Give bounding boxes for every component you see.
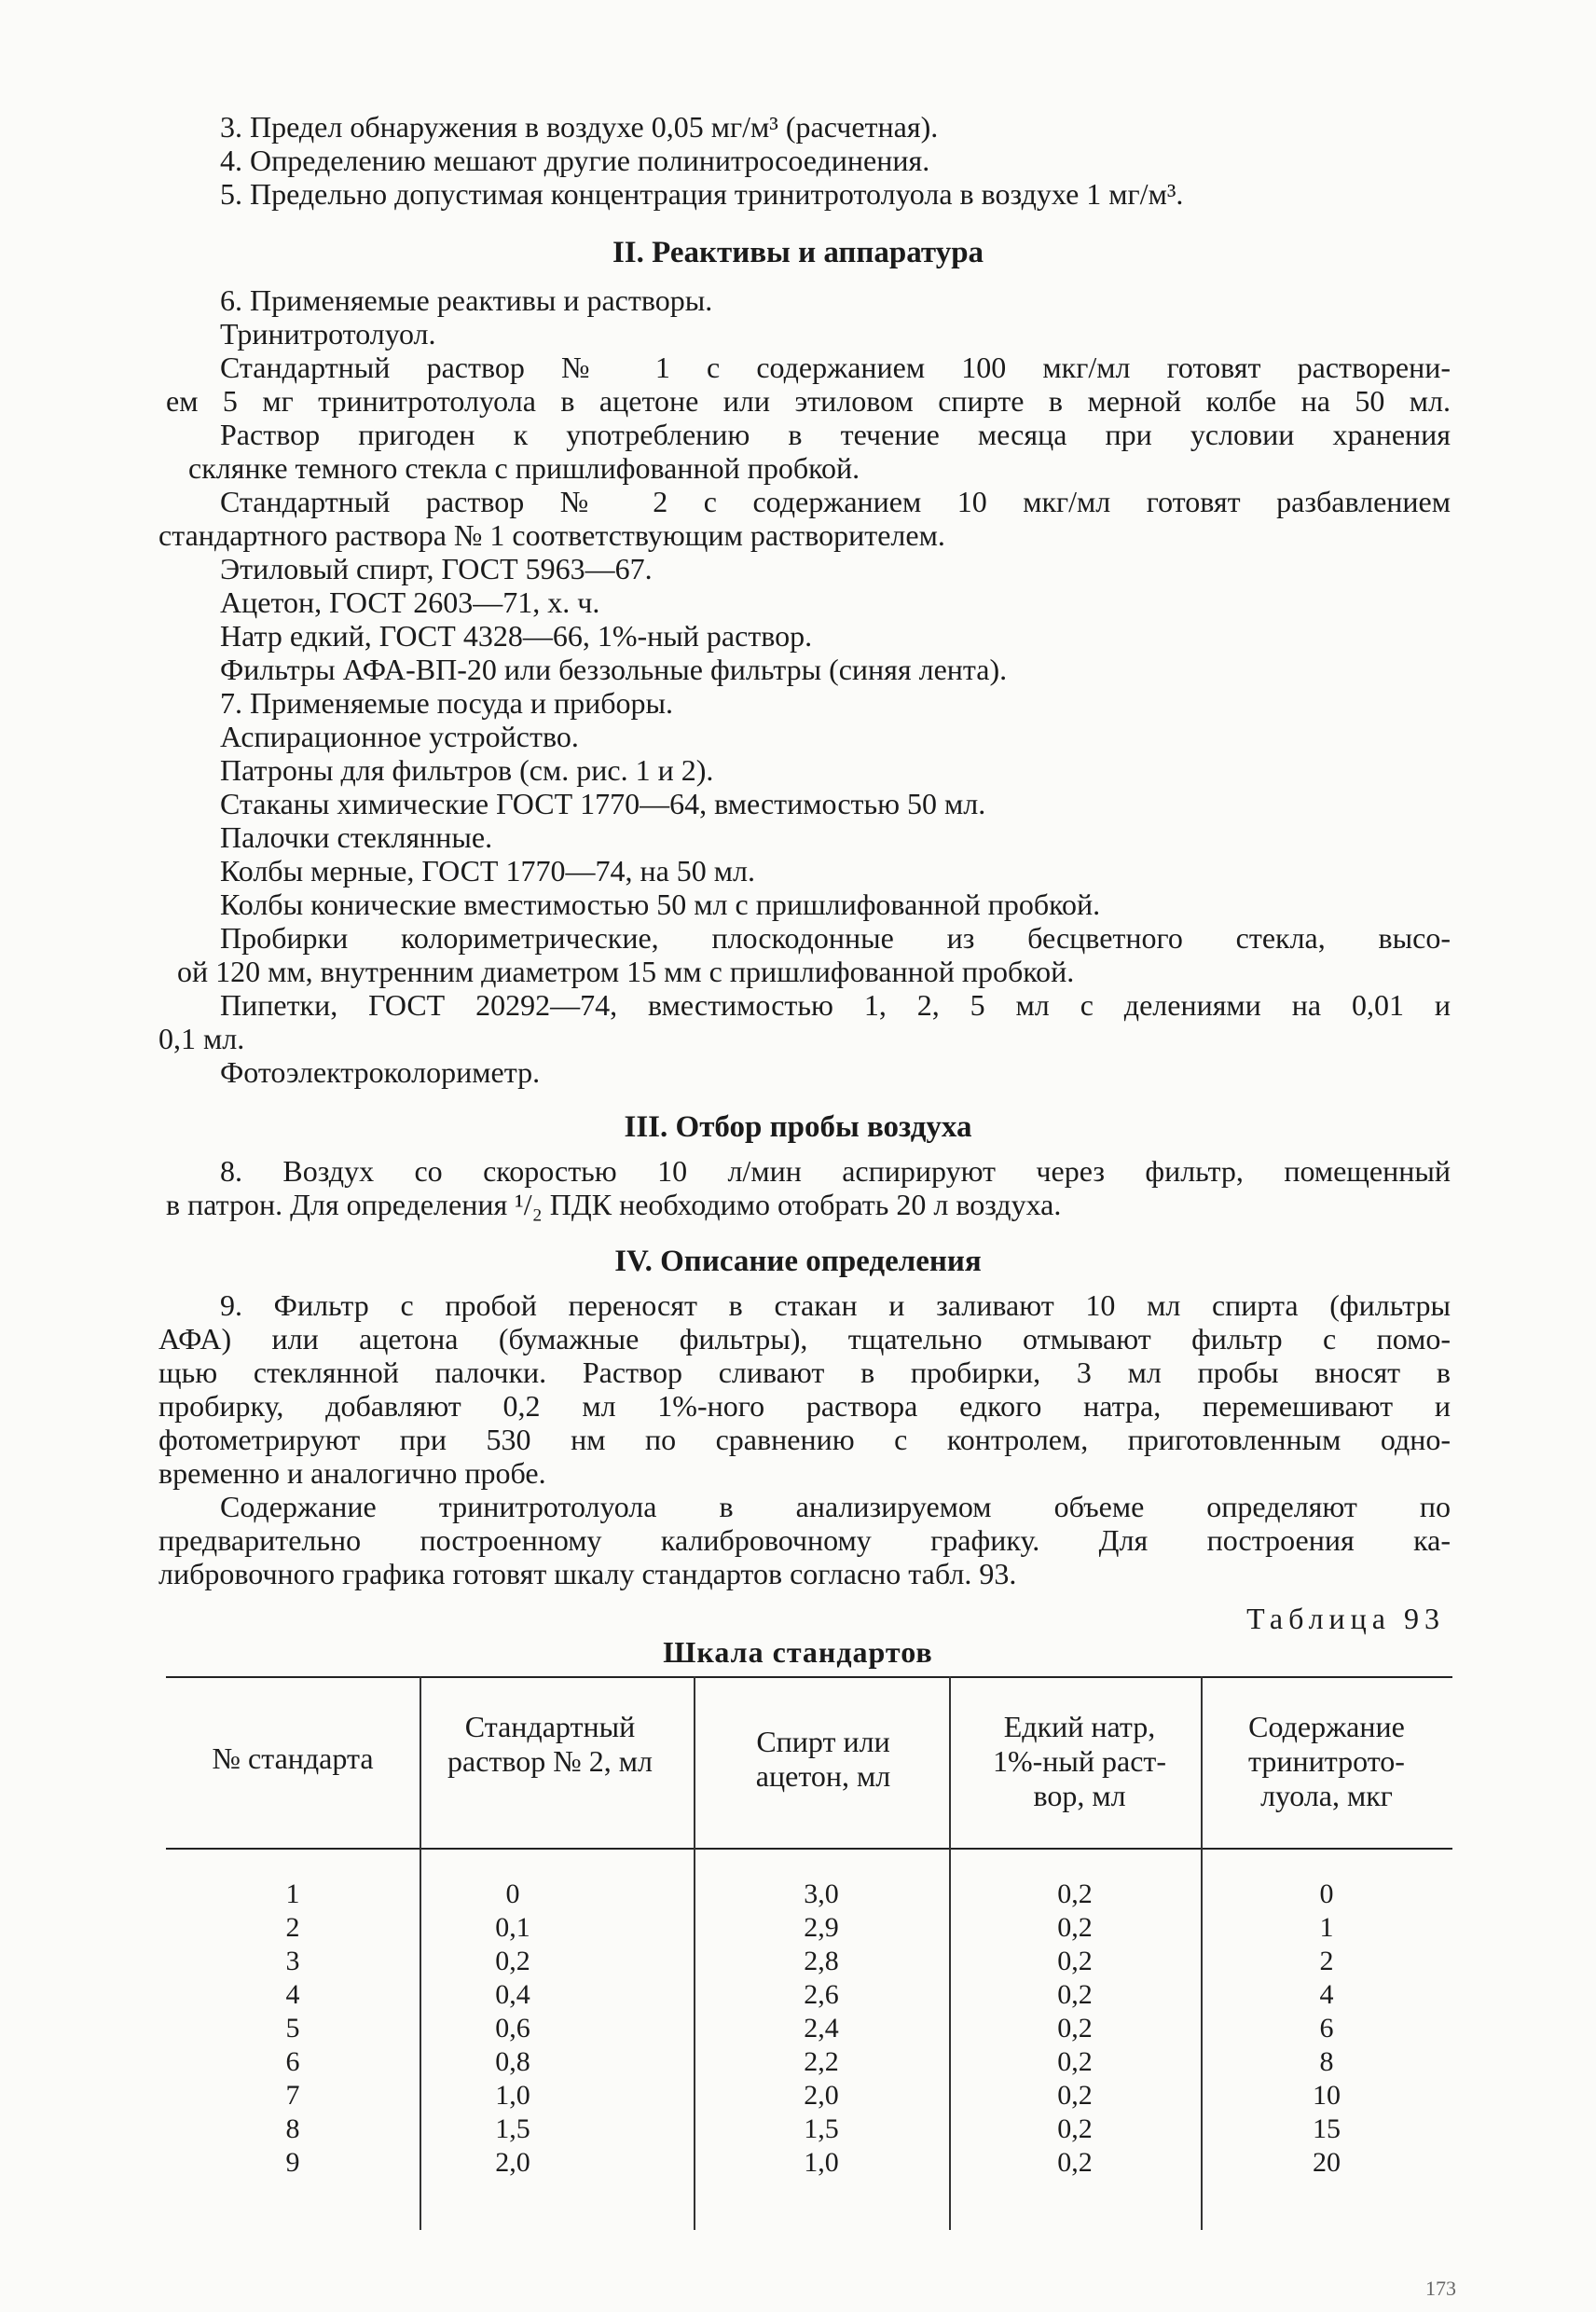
table-cell: 0,2 — [1057, 2080, 1093, 2111]
paragraph-line: 7. Применяемые посуда и приборы. — [220, 686, 674, 720]
paragraph-line: 9. Фильтр с пробой переносят в стакан и заливают 10 мл спирта (фильтры — [220, 1288, 1451, 1322]
table-cell: 1,5 — [495, 2113, 530, 2144]
column-alcohol-acetone — [694, 1878, 949, 2180]
table-cell: 4 — [285, 1979, 300, 2010]
column-sodium-hydroxide — [949, 1878, 1201, 2180]
table-cell: 1,0 — [495, 2080, 530, 2111]
table-cell: 9 — [285, 2147, 300, 2178]
paragraph-line: ой 120 мм, внутренним диаметром 15 мм с пришлифованной пробкой. — [177, 955, 1075, 988]
table-cell: 2,8 — [804, 1946, 839, 1976]
paragraph-line: Этиловый спирт, ГОСТ 5963—67. — [220, 552, 653, 585]
paragraph-line: Колбы мерные, ГОСТ 1770—74, на 50 мл. — [220, 854, 755, 888]
paragraph-line: Стандартный раствор № 1 с содержанием 100 мкг/мл готовят растворени- — [220, 351, 1451, 384]
table-cell: 0,2 — [1057, 1979, 1093, 2010]
table-cell: 15 — [1313, 2113, 1341, 2144]
item-3: 3. Предел обнаружения в воздухе 0,05 мг/м³ (расчетная). — [220, 110, 939, 144]
section-4-title: IV. Описание определения — [614, 1245, 982, 1278]
table-cell: 3,0 — [804, 1878, 839, 1909]
header-standard-number: № стандарта — [212, 1741, 374, 1775]
paragraph-line: пробирку, добавляют 0,2 мл 1%-ного раствора едкого натра, перемешивают и — [158, 1389, 1451, 1423]
table-cell: 1 — [1319, 1912, 1334, 1943]
paragraph-line: Тринитротолуол. — [220, 317, 436, 351]
paragraph-line: Натр едкий, ГОСТ 4328—66, 1%-ный раствор. — [220, 619, 813, 653]
table-cell: 3 — [285, 1946, 300, 1976]
table-cell: 6 — [1319, 2013, 1334, 2044]
table-cell: 8 — [285, 2113, 300, 2144]
table-cell: 0,2 — [1057, 1912, 1093, 1943]
table-cell: 1,5 — [804, 2113, 839, 2144]
paragraph-line: Пробирки колориметрические, плоскодонные из бесцветного стекла, высо- — [220, 921, 1451, 955]
section-3-title: III. Отбор пробы воздуха — [624, 1110, 972, 1144]
table-cell: 2,0 — [495, 2147, 530, 2178]
paragraph-line: Патроны для фильтров (см. рис. 1 и 2). — [220, 753, 714, 787]
paragraph-line: Стандартный раствор № 2 с содержанием 10 мкг/мл готовят разбавлением — [220, 485, 1451, 518]
paragraph-line: 0,1 мл. — [158, 1022, 245, 1055]
paragraph-line: либровочного графика готовят шкалу стандартов согласно табл. 93. — [158, 1557, 1017, 1590]
column-standard-solution — [420, 1878, 606, 2180]
header-sodium-hydroxide: Едкий натр, 1%-ный раст-вор, мл — [992, 1710, 1167, 1812]
paragraph-line: Пипетки, ГОСТ 20292—74, вместимостью 1, 2, 5 мл с делениями на 0,01 и — [220, 988, 1451, 1022]
paragraph-line: предварительно построенному калибровочному графику. Для построения ка- — [158, 1523, 1451, 1557]
table-cell: 0,2 — [1057, 1878, 1093, 1909]
paragraph-line: Ацетон, ГОСТ 2603—71, х. ч. — [220, 585, 600, 619]
paragraph-line: Фильтры АФА-ВП-20 или беззольные фильтры (синяя лента). — [220, 653, 1008, 686]
table-cell: 2,2 — [804, 2046, 839, 2077]
table-cell: 2,6 — [804, 1979, 839, 2010]
table-cell: 7 — [285, 2080, 300, 2111]
table-cell: 1 — [285, 1878, 300, 1909]
paragraph-line: Фотоэлектроколориметр. — [220, 1055, 541, 1089]
header-alcohol-acetone: Спирт или ацетон, мл — [755, 1725, 891, 1793]
paragraph-line: 8. Воздух со скоростью 10 л/мин аспирируют через фильтр, помещенный — [220, 1154, 1451, 1188]
paragraph-line: Стаканы химические ГОСТ 1770—64, вместимостью 50 мл. — [220, 787, 986, 820]
table-cell: 0,2 — [1057, 1946, 1093, 1976]
item-5: 5. Предельно допустимая концентрация тринитротолуола в воздухе 1 мг/м³. — [220, 177, 1184, 211]
table-cell: 2 — [285, 1912, 300, 1943]
table-title: Шкала стандартов — [663, 1635, 933, 1669]
page-number: 173 — [1425, 2277, 1456, 2300]
paragraph-line: ем 5 мг тринитротолуола в ацетоне или этиловом спирте в мерной колбе на 50 мл. — [166, 384, 1451, 418]
paragraph-line: фотометрируют при 530 нм по сравнению с контролем, приготовленным одно- — [158, 1423, 1451, 1456]
paragraph-line: 6. Применяемые реактивы и растворы. — [220, 283, 713, 317]
table-cell: 1,0 — [804, 2147, 839, 2178]
paragraph-line: Содержание тринитротолуола в анализируемом объеме определяют по — [220, 1490, 1451, 1523]
table-cell: 10 — [1313, 2080, 1341, 2111]
paragraph-line: Палочки стеклянные. — [220, 820, 493, 854]
table-top-rule — [166, 1676, 1452, 1678]
header-standard-solution: Стандартный раствор № 2, мл — [447, 1710, 654, 1778]
paragraph-line: щью стеклянной палочки. Раствор сливают в пробирки, 3 мл пробы вносят в — [158, 1356, 1451, 1389]
table-cell: 8 — [1319, 2046, 1334, 2077]
section-2-title: II. Реактивы и аппаратура — [612, 236, 984, 269]
table-cell: 2,4 — [804, 2013, 839, 2044]
paragraph-line: Аспирационное устройство. — [220, 720, 579, 753]
table-cell: 0,4 — [495, 1979, 530, 2010]
table-cell: 0,6 — [495, 2013, 530, 2044]
table-cell: 0 — [505, 1878, 520, 1909]
column-tnt-content — [1201, 1878, 1452, 2180]
table-cell: 2 — [1319, 1946, 1334, 1976]
table-cell: 2,0 — [804, 2080, 839, 2111]
header-tnt-content: Содержание тринитрото-луола, мкг — [1248, 1710, 1405, 1812]
table-cell: 2,9 — [804, 1912, 839, 1943]
table-cell: 6 — [285, 2046, 300, 2077]
paragraph-line: АФА) или ацетона (бумажные фильтры), тщательно отмывают фильтр с помо- — [158, 1322, 1451, 1356]
table-cell: 4 — [1319, 1979, 1334, 2010]
paragraph-line: склянке темного стекла с пришлифованной пробкой. — [188, 451, 860, 485]
paragraph-line: Колбы конические вместимостью 50 мл с пришлифованной пробкой. — [220, 888, 1101, 921]
table-cell: 0,2 — [1057, 2113, 1093, 2144]
table-cell: 0,2 — [495, 1946, 530, 1976]
table-header-rule — [166, 1848, 1452, 1850]
item-4: 4. Определению мешают другие полинитросоединения. — [220, 144, 930, 177]
table-cell: 0 — [1319, 1878, 1334, 1909]
table-cell: 0,1 — [495, 1912, 530, 1943]
table-cell: 0,2 — [1057, 2013, 1093, 2044]
column-standard-number — [166, 1878, 420, 2180]
table-cell: 0,8 — [495, 2046, 530, 2077]
paragraph-line: Раствор пригоден к употреблению в течение месяца при условии хранения — [220, 418, 1451, 451]
table-cell: 0,2 — [1057, 2147, 1093, 2178]
table-cell: 5 — [285, 2013, 300, 2044]
paragraph-line: в патрон. Для определения ¹/₂ ПДК необходимо отобрать 20 л воздуха. — [166, 1188, 1062, 1221]
table-cell: 20 — [1313, 2147, 1341, 2178]
table-cell: 0,2 — [1057, 2046, 1093, 2077]
paragraph-line: стандартного раствора № 1 соответствующим растворителем. — [158, 518, 945, 552]
table-number: Таблица 93 — [1246, 1602, 1445, 1635]
paragraph-line: временно и аналогично пробе. — [158, 1456, 546, 1490]
